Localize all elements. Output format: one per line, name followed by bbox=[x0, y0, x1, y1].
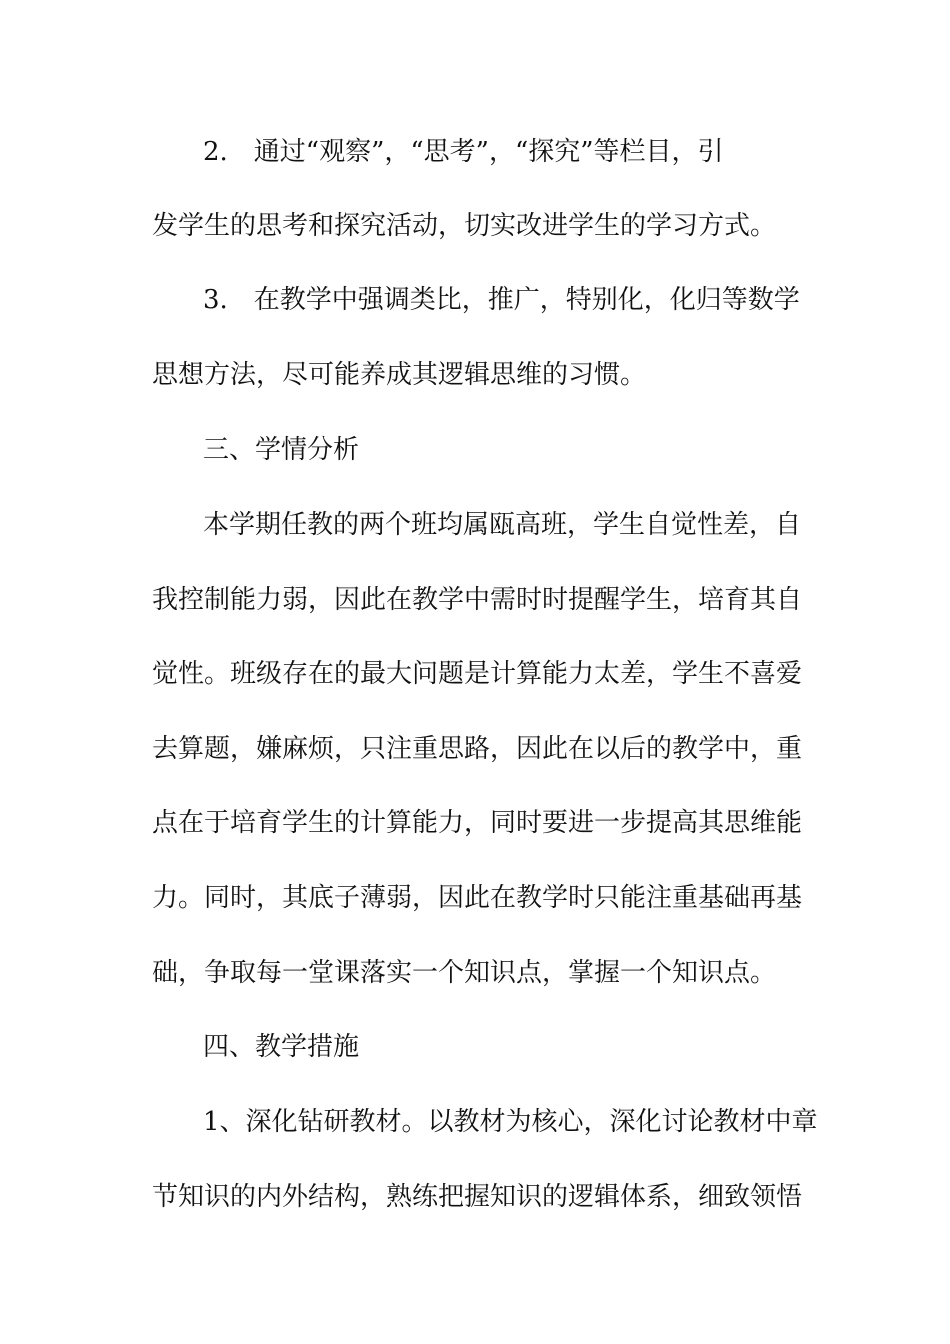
paragraph-line: 础，争取每一堂课落实一个知识点，掌握一个知识点。 bbox=[152, 958, 777, 988]
paragraph-line: 本学期任教的两个班均属瓯高班，学生自觉性差，自 bbox=[203, 510, 802, 540]
paragraph-line: 3. 在教学中强调类比，推广，特别化，化归等数学 bbox=[203, 285, 800, 315]
section-heading: 三、学情分析 bbox=[203, 435, 360, 465]
paragraph-line: 节知识的内外结构，熟练把握知识的逻辑体系，细致领悟 bbox=[152, 1182, 803, 1212]
paragraph-line: 我控制能力弱，因此在教学中需时时提醒学生，培育其自 bbox=[152, 585, 803, 615]
paragraph-line: 思想方法，尽可能养成其逻辑思维的习惯。 bbox=[152, 360, 647, 390]
paragraph-line: 去算题，嫌麻烦，只注重思路，因此在以后的教学中，重 bbox=[152, 734, 803, 764]
section-heading: 四、教学措施 bbox=[203, 1032, 360, 1062]
paragraph-line: 觉性。班级存在的最大问题是计算能力太差，学生不喜爱 bbox=[152, 659, 803, 689]
paragraph-line: 发学生的思考和探究活动，切实改进学生的学习方式。 bbox=[152, 211, 777, 241]
paragraph-line: 1、深化钻研教材。以教材为核心，深化讨论教材中章 bbox=[203, 1107, 818, 1137]
paragraph-line: 点在于培育学生的计算能力，同时要进一步提高其思维能 bbox=[152, 808, 803, 838]
paragraph-line: 力。同时，其底子薄弱，因此在教学时只能注重基础再基 bbox=[152, 883, 803, 913]
paragraph-line: 2. 通过“观察”，“思考”，“探究”等栏目，引 bbox=[203, 137, 724, 167]
